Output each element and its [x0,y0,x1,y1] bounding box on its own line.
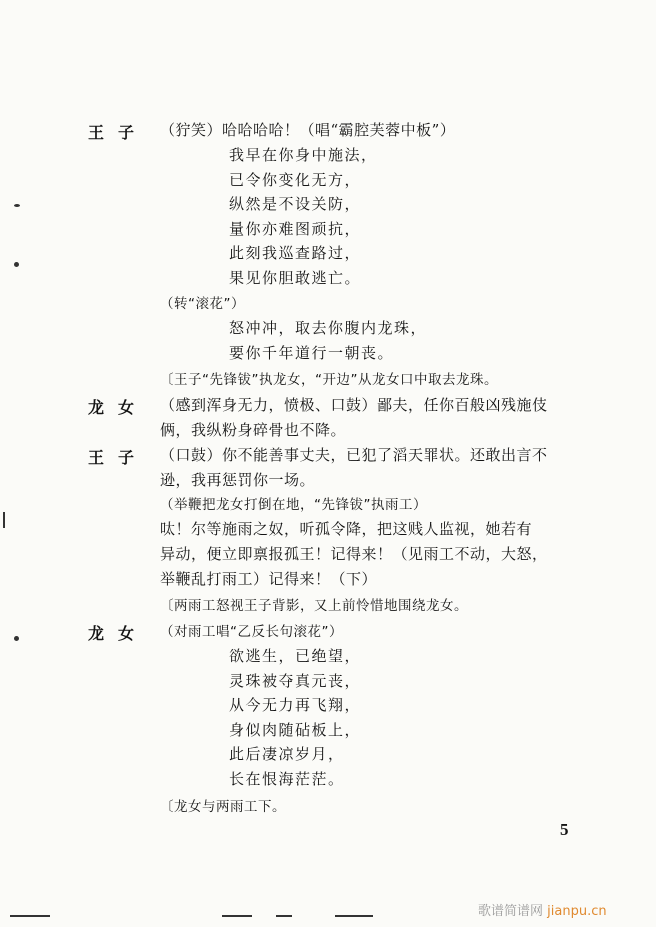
page-number: 5 [560,820,569,839]
stage-direction: 〔两雨工怒视王子背影，又上前怜惜地围绕龙女。 [160,598,468,614]
lyric-line: 灵珠被夺真元丧， [229,672,362,690]
dialogue-line: 举鞭乱打雨工）记得来！（下） [160,570,378,588]
dialogue-line: 逊，我再惩罚你一场。 [160,471,316,489]
dialogue-line: 异动，便立即禀报孤王！记得来！（见雨工不动，大怒， [160,545,548,563]
watermark-en: jianpu.cn [547,904,607,919]
scan-speck [3,512,5,528]
lyric-line: 量你亦难图顽抗， [229,220,362,238]
lyric-line: 身似肉随砧板上， [229,721,362,739]
dialogue-line: （狞笑）哈哈哈哈！（唱“霸腔芙蓉中板”） [160,121,456,139]
speaker-label: 龙女 [88,624,149,643]
stage-direction: 〔龙女与两雨工下。 [160,799,286,815]
lyric-line: 纵然是不设关防， [229,195,362,213]
lyric-line: 从今无力再飞翔， [229,696,362,714]
lyric-line: 果见你胆敢逃亡。 [229,269,362,287]
scan-speck [10,915,50,917]
scan-speck [14,204,20,207]
watermark-cn: 歌谱简谱网 [478,904,544,919]
scan-speck [276,915,292,917]
watermark [478,900,607,919]
lyric-line: 怒冲冲，取去你腹内龙珠， [229,319,428,337]
dialogue-line: 俩，我纵粉身碎骨也不降。 [160,421,347,439]
lyric-line: 已令你变化无方， [229,171,362,189]
stage-direction: （举鞭把龙女打倒在地，“先锋钹”执雨工） [160,497,427,513]
speaker-label: 王子 [88,448,149,467]
dialogue-line: （感到浑身无力，愤极、口鼓）鄙夫，任你百般凶残施伎 [160,396,548,414]
speaker-label: 龙女 [88,398,149,417]
scan-speck [222,915,252,917]
lyric-line: 要你千年道行一朝丧。 [229,344,395,362]
lyric-line: 此后凄凉岁月， [229,745,345,763]
stage-direction: 〔王子“先锋钹”执龙女，“开边”从龙女口中取去龙珠。 [160,372,498,388]
stage-direction: （对雨工唱“乙反长句滚花”） [160,624,343,640]
dialogue-line: 呔！尔等施雨之奴，听孤令降，把这贱人监视，她若有 [160,520,533,538]
stage-direction: （转“滚花”） [160,296,245,312]
dialogue-line: （口鼓）你不能善事丈夫，已犯了滔天罪状。还敢出言不 [160,446,548,464]
lyric-line: 长在恨海茫茫。 [229,770,345,788]
lyric-line: 欲逃生，已绝望， [229,647,362,665]
scan-speck [335,915,373,917]
scan-speck [14,262,19,267]
scan-speck [14,636,19,641]
speaker-label: 王子 [88,123,149,142]
lyric-line: 我早在你身中施法， [229,146,378,164]
lyric-line: 此刻我巡查路过， [229,244,362,262]
